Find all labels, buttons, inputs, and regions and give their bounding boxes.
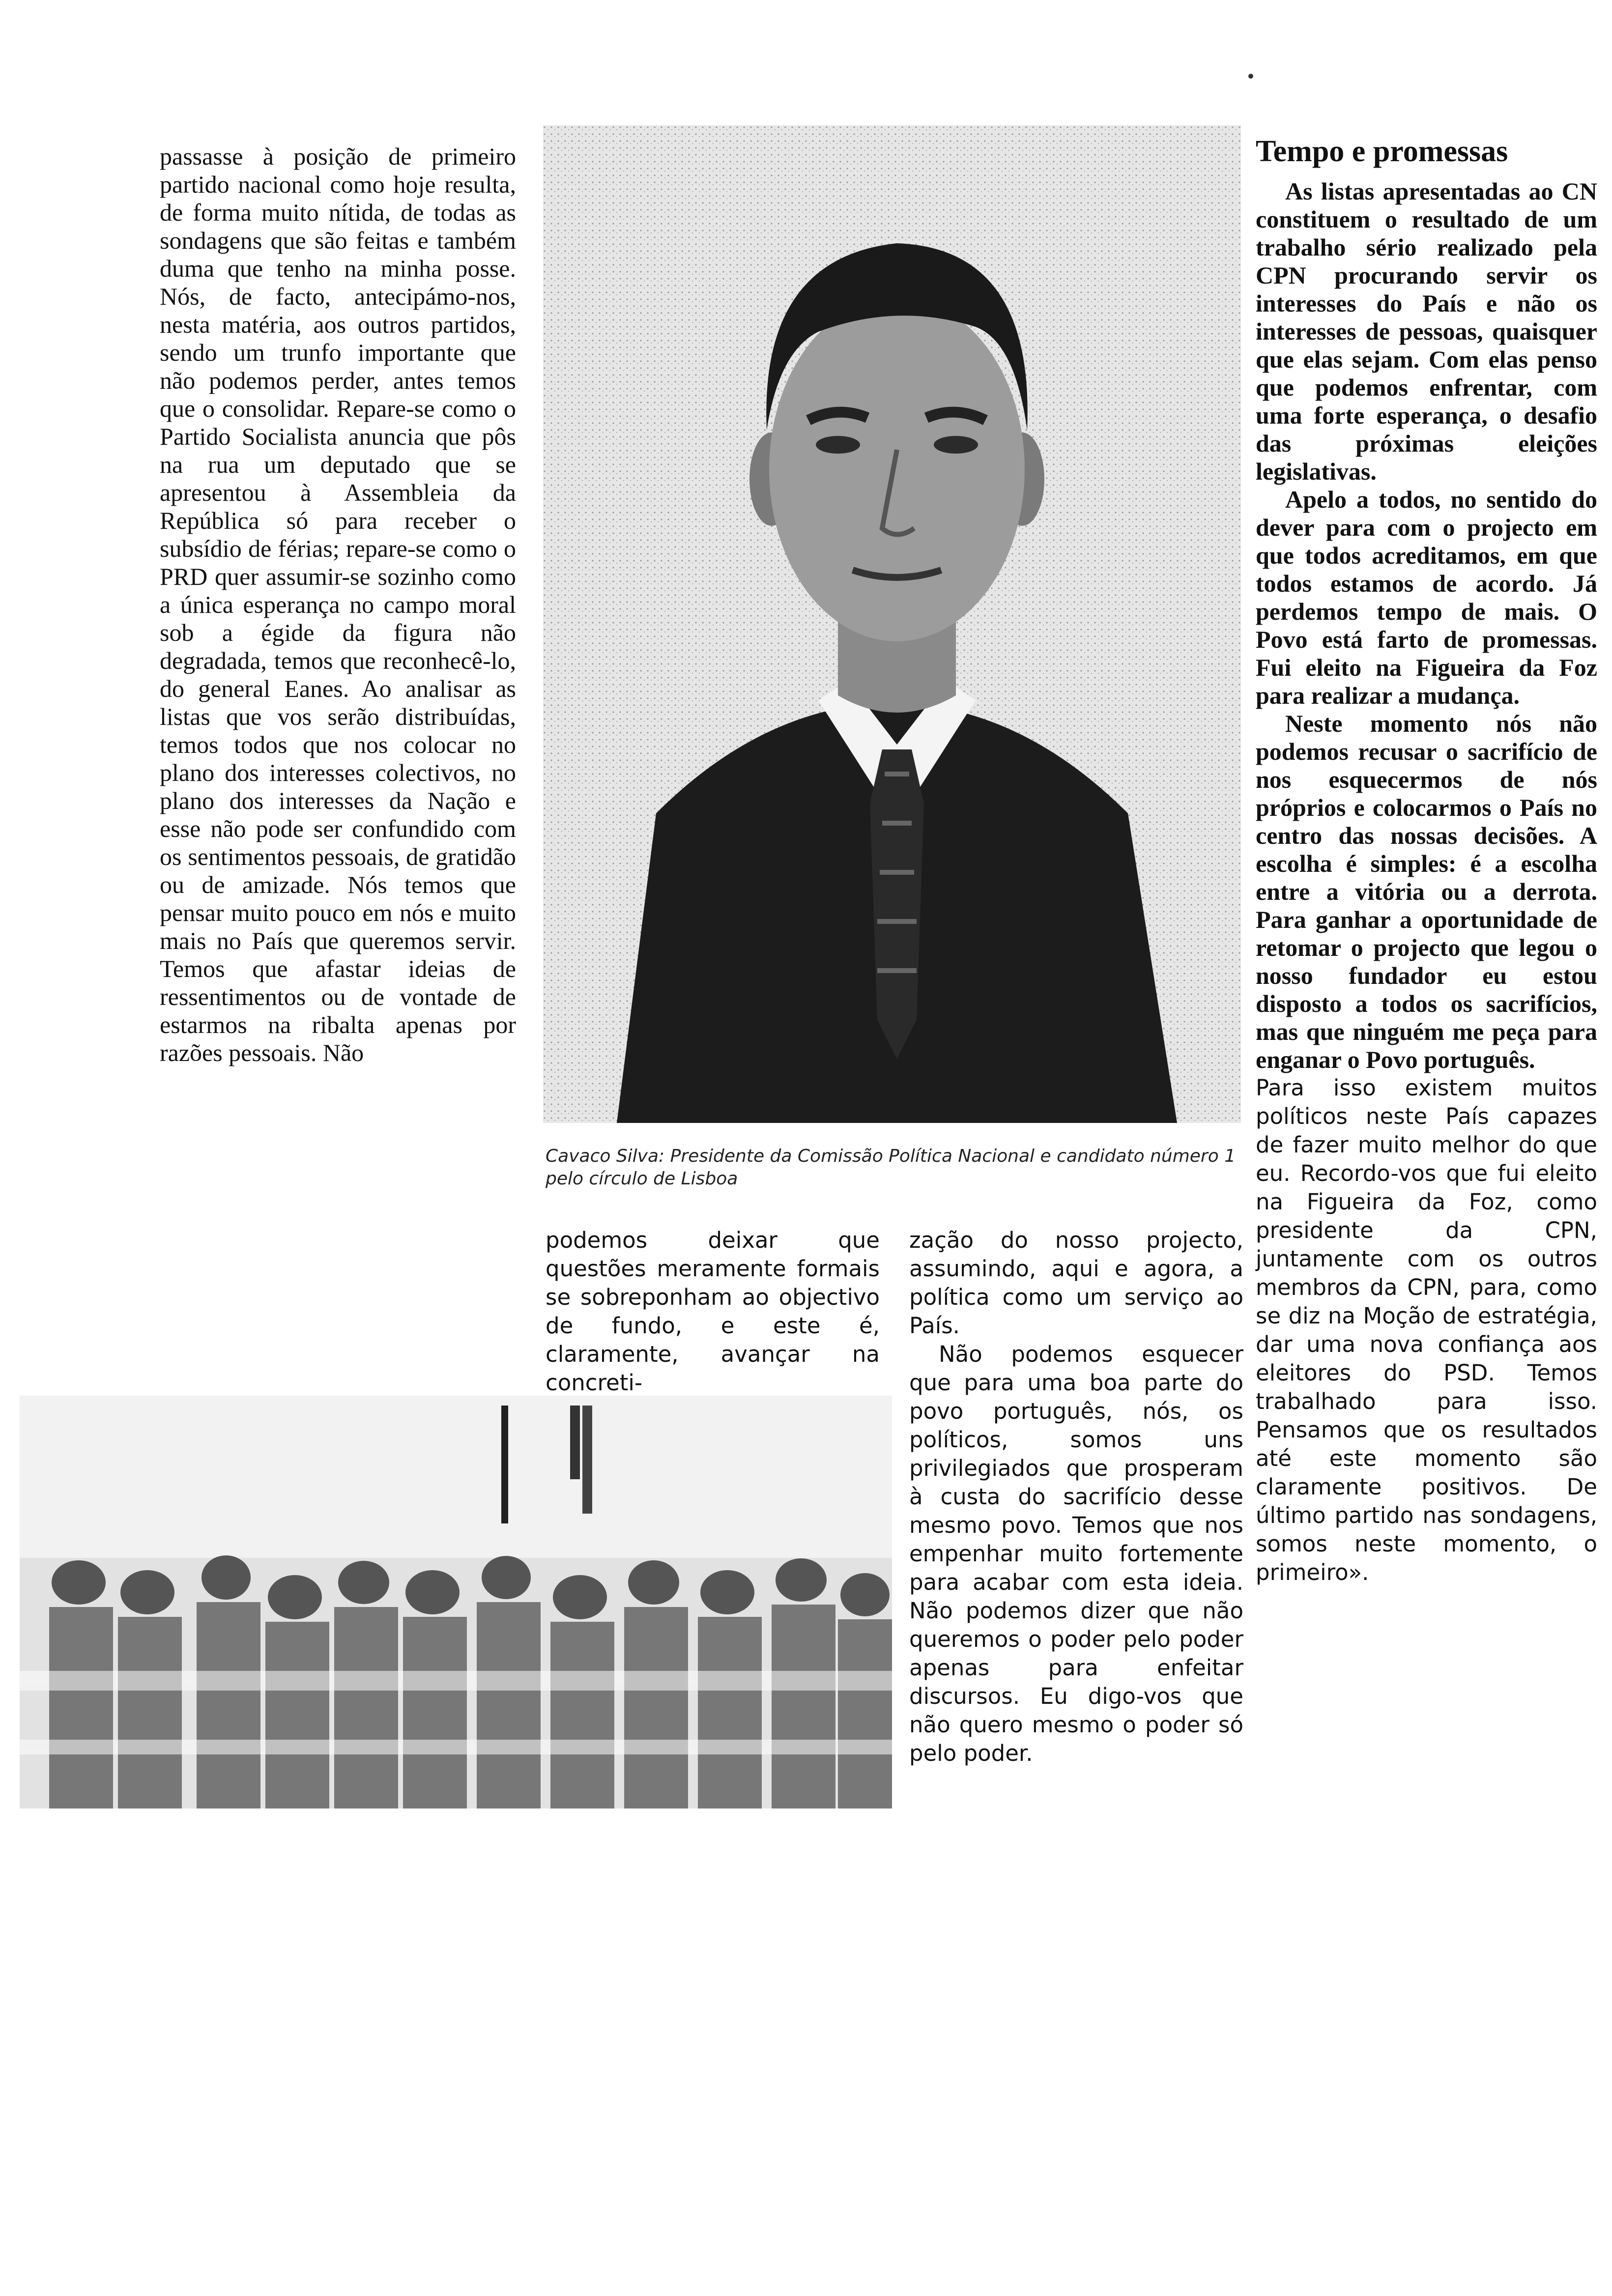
portrait-photo: [543, 125, 1241, 1123]
article-column-right: [1256, 135, 1597, 1587]
article-column-left: [160, 143, 516, 1067]
paragraph: Neste momento nós não podemos recusar o sacrifício de nos esquecermos de nós próprios e colocarmos o País no centro das nossas decisões. A escolha é simples: é a escolha entre a vitória ou a derrota. Para ganhar a oportunidade de retomar o projecto que legou o nosso fundador eu estou disposto a todos os sacrifícios, mas que ninguém me peça para enganar o Povo português.: [1256, 710, 1597, 1073]
section-subhead: Tempo e promessas: [1256, 135, 1508, 168]
portrait-illustration: [543, 125, 1241, 1123]
audience-illustration: [20, 1396, 892, 1808]
article-column-center-right: [909, 1226, 1243, 1768]
paragraph: zação do nosso projecto, assumindo, aqui e agora, a política como um serviço ao País.: [909, 1227, 1243, 1339]
speck: [1248, 74, 1253, 79]
paragraph: As listas apresentadas ao CN constituem o resultado de um trabalho sério realizado pela CPN procurando servir os interesses do País e não os interesses de pessoas, quaisquer que elas sejam. Com elas penso que podemos enfrentar, com uma forte esperança, o desafio das próximas eleições legislativas.: [1256, 177, 1597, 485]
article-column-center-left: [546, 1226, 880, 1397]
sans-block: [1256, 1074, 1597, 1587]
paragraph: Não podemos esquecer que para uma boa parte do povo português, nós, os políticos, somos uns privilegiados que prosperam à custa do sacrifício desse mesmo povo. Temos que nos empenhar muito fortemente para acabar com esta ideia. Não podemos dizer que não queremos o poder pelo poder apenas para enfeitar discursos. Eu digo-vos que não quero mesmo o poder só pelo poder.: [909, 1341, 1243, 1766]
paragraph: passasse à posição de primeiro partido nacional como hoje resulta, de forma muito nítida, de todas as sondagens que são feitas e também duma que tenho na minha posse. Nós, de facto, antecipámo-nos, nesta matéria, aos outros partidos, sendo um trunfo importante que não podemos perder, antes temos que o consolidar. Repare-se como o Partido Socialista anuncia que pôs na rua um deputado que se apresentou à Assembleia da República só para receber o subsídio de férias; repare-se como o PRD quer assumir-se sozinho como a única esperança no campo moral sob a égide da figura não degradada, temos que reconhecê-lo, do general Eanes. Ao analisar as listas que vos serão distribuídas, temos todos que nos colocar no plano dos interesses colectivos, no plano dos interesses da Nação e esse não pode ser confundido com os sentimentos pessoais, de gratidão ou de amizade. Nós temos que pensar muito pouco em nós e muito mais no País que queremos servir. Temos que afastar ideias de ressentimentos ou de vontade de estarmos na ribalta apenas por razões pessoais. Não: [160, 143, 516, 1066]
paragraph: Apelo a todos, no sentido do dever para com o projecto em que todos acreditamos, em que todos estamos de acordo. Já perdemos tempo de mais. O Povo está farto de promessas. Fui eleito na Figueira da Foz para realizar a mudança.: [1256, 486, 1597, 709]
photo-caption: Cavaco Silva: Presidente da Comissão Política Nacional e candidato número 1 pelo círculo de Lisboa: [546, 1146, 1236, 1189]
paragraph: podemos deixar que questões meramente formais se sobreponham ao objectivo de fundo, e este é, claramente, avançar na concreti-: [546, 1227, 880, 1396]
paragraph: Para isso existem muitos políticos neste País capazes de fazer muito melhor do que eu. Recordo-vos que fui eleito na Figueira da Foz, como presidente da CPN, juntamente com os outros membros da CPN, para, como se diz na Moção de estratégia, dar uma nova confiança aos eleitores do PSD. Temos trabalhado para isso. Pensamos que os resultados até este momento são claramente positivos. De último partido nas sondagens, somos neste momento, o primeiro».: [1256, 1075, 1597, 1585]
audience-photo: [20, 1396, 892, 1808]
